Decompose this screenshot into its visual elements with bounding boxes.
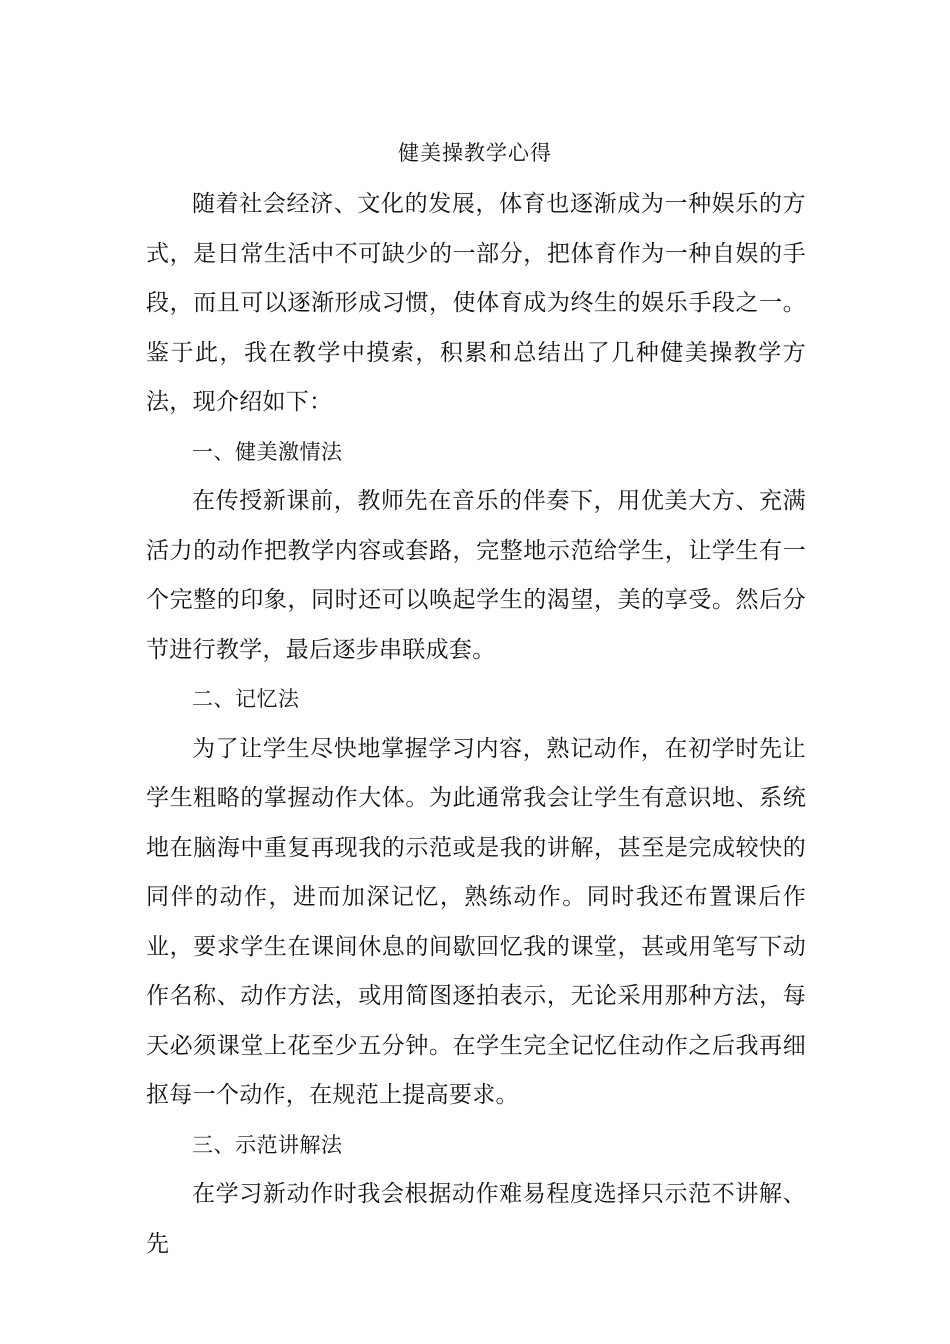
section-heading-2: 二、记忆法 bbox=[192, 687, 300, 711]
document-title: 健美操教学心得 bbox=[398, 141, 552, 165]
document-body bbox=[146, 180, 806, 1269]
intro-paragraph: 随着社会经济、文化的发展，体育也逐渐成为一种娱乐的方式，是日常生活中不可缺少的一部分，把体育作为一种自娱的手段，而且可以逐渐形成习惯，使体育成为终生的娱乐手段之一。鉴于此，我在教学中摸索，积累和总结出了几种健美操教学方法，现介绍如下： bbox=[146, 191, 806, 415]
section-paragraph-2: 为了让学生尽快地掌握学习内容，熟记动作，在初学时先让学生粗略的掌握动作大体。为此通常我会让学生有意识地、系统地在脑海中重复再现我的示范或是我的讲解，甚至是完成较快的同伴的动作，进而加深记忆，熟练动作。同时我还布置课后作业，要求学生在课间休息的间歇回忆我的课堂，甚或用笔写下动作名称、动作方法，或用简图逐拍表示，无论采用那种方法，每天必须课堂上花至少五分钟。在学生完全记忆住动作之后我再细抠每一个动作，在规范上提高要求。 bbox=[146, 735, 806, 1108]
section-paragraph-1: 在传授新课前，教师先在音乐的伴奏下，用优美大方、充满活力的动作把教学内容或套路，完整地示范给学生，让学生有一个完整的印象，同时还可以唤起学生的渴望，美的享受。然后分节进行教学，最后逐步串联成套。 bbox=[146, 488, 806, 663]
section-paragraph-3: 在学习新动作时我会根据动作难易程度选择只示范不讲解、先 bbox=[146, 1181, 806, 1257]
section-heading-1: 一、健美激情法 bbox=[192, 439, 343, 464]
section-heading-3: 三、示范讲解法 bbox=[192, 1132, 343, 1157]
